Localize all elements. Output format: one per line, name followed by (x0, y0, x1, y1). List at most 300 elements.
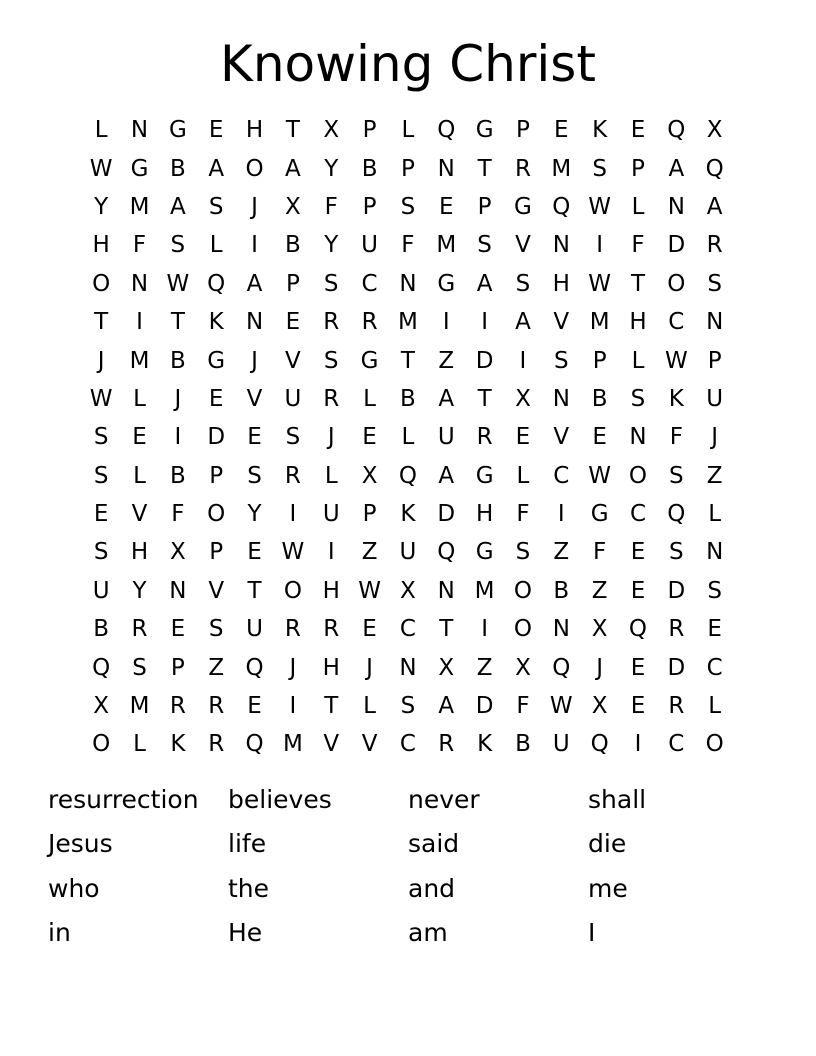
grid-letter: N (552, 616, 570, 643)
grid-row (82, 380, 734, 418)
grid-letter: U (437, 424, 455, 451)
grid-letter: J (174, 385, 182, 412)
grid-letter: B (169, 462, 186, 489)
grid-letter: S (553, 347, 569, 374)
grid-letter: Q (437, 539, 456, 566)
grid-letter: J (251, 347, 258, 374)
grid-letter: S (208, 193, 224, 220)
grid-letter: B (553, 577, 570, 604)
grid-letter: N (169, 577, 187, 604)
word-list-item: life (228, 829, 267, 859)
grid-letter: Q (207, 270, 226, 297)
grid-letter: J (596, 654, 604, 681)
grid-row (82, 610, 734, 648)
grid-letter: A (285, 155, 301, 182)
grid-letter: L (708, 501, 722, 528)
grid-letter: Z (706, 462, 723, 489)
grid-row (82, 687, 734, 725)
word-list-item: never (408, 785, 480, 815)
grid-letter: R (323, 385, 340, 412)
grid-letter: B (169, 155, 186, 182)
grid-letter: E (630, 117, 646, 144)
grid-letter: D (207, 424, 226, 451)
grid-letter: I (596, 232, 604, 259)
grid-letter: F (593, 539, 607, 566)
grid-letter: S (93, 424, 109, 451)
grid-letter: S (285, 424, 301, 451)
grid-letter: G (207, 347, 226, 374)
grid-letter: J (289, 654, 297, 681)
grid-letter: N (667, 193, 685, 220)
grid-letter: L (631, 193, 645, 220)
grid-row (82, 533, 734, 571)
grid-letter: U (361, 232, 378, 259)
grid-letter: C (668, 731, 685, 758)
grid-letter: F (516, 501, 530, 528)
grid-letter: Q (628, 616, 648, 643)
grid-letter: A (706, 193, 723, 220)
grid-letter: J (97, 347, 105, 374)
grid-letter: X (93, 693, 110, 720)
grid-letter: B (361, 155, 378, 182)
grid-letter: W (281, 539, 305, 566)
grid-letter: M (282, 731, 303, 758)
grid-letter: P (477, 193, 492, 220)
grid-letter: S (592, 155, 607, 182)
grid-row (82, 418, 734, 456)
grid-letter: J (711, 424, 719, 451)
grid-letter: G (168, 117, 187, 144)
grid-letter: T (477, 155, 492, 182)
grid-letter: E (247, 539, 262, 566)
grid-letter: P (209, 462, 224, 489)
grid-letter: X (515, 385, 531, 412)
grid-letter: V (361, 731, 378, 758)
grid-letter: K (592, 117, 608, 144)
grid-letter: U (706, 385, 724, 412)
grid-letter: I (289, 693, 297, 720)
grid-letter: O (513, 577, 532, 604)
grid-letter: Q (667, 117, 686, 144)
grid-letter: N (130, 117, 149, 144)
grid-letter: R (668, 616, 685, 643)
grid-letter: W (89, 385, 113, 412)
grid-letter: W (588, 193, 612, 220)
grid-letter: Y (324, 232, 339, 259)
grid-letter: D (475, 347, 494, 374)
grid-row (82, 149, 734, 187)
grid-letter: V (208, 577, 225, 604)
grid-letter: A (169, 193, 186, 220)
grid-letter: D (667, 577, 686, 604)
grid-letter: Q (552, 654, 571, 681)
grid-letter: Y (247, 501, 262, 528)
grid-letter: F (132, 232, 147, 259)
grid-letter: A (515, 309, 531, 336)
grid-letter: E (630, 577, 646, 604)
grid-letter: E (554, 117, 569, 144)
grid-letter: C (399, 731, 416, 758)
word-list-item: shall (588, 785, 647, 815)
grid-letter: O (207, 501, 226, 528)
grid-letter: G (590, 501, 609, 528)
grid-row (82, 572, 734, 610)
grid-letter: K (170, 731, 186, 758)
grid-letter: L (133, 385, 146, 412)
grid-letter: E (285, 309, 301, 336)
grid-letter: O (283, 577, 302, 604)
grid-letter: R (323, 616, 340, 643)
grid-letter: O (667, 270, 686, 297)
grid-letter: G (514, 193, 532, 220)
grid-letter: R (169, 693, 186, 720)
grid-letter: I (481, 309, 488, 336)
grid-letter: M (129, 347, 150, 374)
grid-letter: S (400, 693, 416, 720)
grid-letter: M (436, 232, 457, 259)
word-list (48, 778, 768, 955)
grid-letter: I (442, 309, 450, 336)
grid-letter: E (208, 117, 224, 144)
grid-letter: P (592, 347, 607, 374)
grid-letter: J (251, 193, 258, 220)
grid-letter: Z (361, 539, 378, 566)
grid-letter: C (553, 462, 570, 489)
grid-letter: Q (552, 193, 571, 220)
grid-letter: P (516, 117, 530, 144)
grid-letter: L (363, 693, 376, 720)
grid-letter: N (130, 270, 149, 297)
grid-letter: V (323, 731, 340, 758)
letter-grid (82, 111, 734, 764)
grid-letter: D (667, 232, 686, 259)
grid-letter: W (664, 347, 688, 374)
grid-letter: X (169, 539, 186, 566)
word-list-item: am (408, 918, 448, 948)
grid-letter: F (669, 424, 683, 451)
grid-letter: M (589, 309, 610, 336)
grid-letter: F (324, 193, 338, 220)
grid-letter: U (399, 539, 417, 566)
grid-letter: K (668, 385, 684, 412)
grid-letter: S (323, 347, 339, 374)
grid-letter: L (708, 693, 722, 720)
grid-letter: E (362, 424, 377, 451)
grid-letter: E (630, 654, 646, 681)
grid-letter: R (668, 693, 685, 720)
grid-letter: M (474, 577, 495, 604)
word-list-item: and (408, 873, 456, 903)
grid-letter: E (132, 424, 147, 451)
grid-letter: B (93, 616, 110, 643)
grid-letter: P (400, 155, 415, 182)
grid-letter: H (552, 270, 570, 297)
grid-letter: T (285, 117, 300, 144)
grid-letter: T (400, 347, 415, 374)
grid-letter: H (322, 654, 340, 681)
word-list-item: resurrection (48, 785, 199, 815)
grid-letter: L (133, 462, 146, 489)
grid-letter: S (132, 654, 147, 681)
word-list-item: die (588, 829, 627, 859)
grid-letter: M (397, 309, 418, 336)
grid-letter: O (705, 731, 724, 758)
grid-letter: T (630, 270, 646, 297)
grid-letter: V (515, 232, 531, 259)
grid-row (82, 226, 734, 264)
grid-letter: W (588, 462, 612, 489)
grid-letter: K (477, 731, 493, 758)
grid-letter: V (553, 309, 570, 336)
grid-letter: E (247, 424, 262, 451)
grid-letter: O (92, 270, 111, 297)
grid-letter: S (707, 270, 722, 297)
grid-letter: C (399, 616, 416, 643)
grid-letter: D (437, 501, 456, 528)
grid-letter: Q (437, 117, 456, 144)
grid-letter: H (245, 117, 264, 144)
grid-letter: O (92, 731, 111, 758)
grid-letter: R (706, 232, 723, 259)
grid-letter: L (401, 117, 415, 144)
grid-row (82, 341, 734, 379)
grid-letter: U (246, 616, 263, 643)
grid-letter: O (245, 155, 264, 182)
grid-letter: N (706, 309, 724, 336)
grid-letter: A (246, 270, 263, 297)
grid-letter: C (706, 654, 723, 681)
grid-letter: Q (590, 731, 609, 758)
grid-letter: P (209, 539, 224, 566)
grid-letter: E (93, 501, 109, 528)
grid-letter: P (362, 117, 377, 144)
grid-letter: T (324, 693, 339, 720)
word-list-row (48, 822, 768, 866)
grid-row (82, 648, 734, 686)
grid-letter: T (94, 309, 109, 336)
grid-letter: M (551, 155, 572, 182)
grid-row (82, 725, 734, 763)
grid-letter: S (323, 270, 339, 297)
grid-row (82, 495, 734, 533)
grid-letter: Q (245, 654, 264, 681)
grid-letter: B (400, 385, 416, 412)
grid-letter: L (133, 731, 146, 758)
grid-letter: X (706, 117, 723, 144)
grid-letter: F (171, 501, 185, 528)
grid-letter: U (284, 385, 302, 412)
grid-letter: X (361, 462, 378, 489)
grid-letter: U (92, 577, 110, 604)
grid-letter: F (631, 232, 645, 259)
grid-letter: N (629, 424, 647, 451)
grid-row (82, 188, 734, 226)
grid-letter: M (129, 193, 150, 220)
grid-letter: M (129, 693, 150, 720)
grid-letter: H (130, 539, 149, 566)
grid-letter: D (667, 654, 686, 681)
grid-letter: X (591, 616, 608, 643)
grid-letter: I (251, 232, 258, 259)
grid-letter: N (437, 155, 455, 182)
grid-letter: R (208, 731, 225, 758)
grid-letter: B (591, 385, 608, 412)
grid-letter: S (515, 539, 531, 566)
word-list-item: I (588, 918, 596, 948)
grid-letter: X (323, 117, 340, 144)
grid-letter: S (477, 232, 492, 259)
word-list-item: Jesus (48, 829, 113, 859)
grid-letter: H (322, 577, 340, 604)
grid-letter: F (516, 693, 530, 720)
grid-letter: N (399, 654, 417, 681)
grid-letter: E (592, 424, 607, 451)
grid-row (82, 303, 734, 341)
grid-letter: I (136, 309, 143, 336)
grid-letter: A (476, 270, 493, 297)
grid-letter: X (515, 654, 531, 681)
grid-letter: E (515, 424, 531, 451)
grid-letter: H (92, 232, 110, 259)
grid-letter: E (630, 693, 646, 720)
grid-letter: X (285, 193, 301, 220)
word-list-item: who (48, 873, 100, 903)
grid-letter: S (170, 232, 186, 259)
grid-letter: R (514, 155, 531, 182)
grid-letter: G (475, 117, 494, 144)
grid-letter: G (475, 539, 494, 566)
grid-letter: T (247, 577, 262, 604)
grid-letter: H (475, 501, 494, 528)
grid-letter: C (629, 501, 647, 528)
grid-letter: I (519, 347, 527, 374)
grid-letter: Q (705, 155, 724, 182)
grid-letter: C (361, 270, 378, 297)
grid-letter: X (400, 577, 416, 604)
grid-letter: I (557, 501, 565, 528)
grid-letter: S (669, 462, 684, 489)
grid-letter: S (247, 462, 262, 489)
grid-letter: R (284, 462, 301, 489)
grid-letter: T (439, 616, 454, 643)
grid-letter: I (481, 616, 488, 643)
grid-letter: P (362, 501, 377, 528)
grid-letter: R (208, 693, 225, 720)
grid-letter: R (284, 616, 301, 643)
grid-letter: R (131, 616, 148, 643)
grid-letter: B (515, 731, 531, 758)
grid-letter: T (170, 309, 185, 336)
grid-letter: B (169, 347, 186, 374)
grid-letter: Q (92, 654, 111, 681)
grid-letter: R (476, 424, 493, 451)
grid-letter: Z (438, 347, 455, 374)
grid-letter: N (552, 232, 570, 259)
grid-letter: E (247, 693, 262, 720)
grid-letter: K (400, 501, 416, 528)
grid-letter: S (669, 539, 684, 566)
grid-letter: L (631, 347, 645, 374)
grid-letter: I (289, 501, 297, 528)
word-list-item: believes (228, 785, 332, 815)
grid-letter: N (437, 577, 455, 604)
grid-row (82, 111, 734, 149)
grid-letter: S (93, 462, 109, 489)
grid-letter: I (634, 731, 642, 758)
grid-letter: L (94, 117, 108, 144)
grid-letter: P (707, 347, 722, 374)
grid-letter: Z (476, 654, 493, 681)
grid-row (82, 265, 734, 303)
word-list-item: in (48, 918, 71, 948)
word-list-row (48, 911, 768, 955)
grid-letter: X (591, 693, 608, 720)
grid-letter: L (209, 232, 223, 259)
grid-letter: N (706, 539, 724, 566)
grid-letter: N (245, 309, 264, 336)
grid-letter: E (170, 616, 186, 643)
grid-letter: A (438, 462, 455, 489)
grid-letter: X (438, 654, 455, 681)
grid-letter: H (629, 309, 647, 336)
word-list-row (48, 867, 768, 911)
grid-letter: V (285, 347, 301, 374)
grid-letter: W (166, 270, 190, 297)
grid-letter: S (707, 577, 722, 604)
grid-letter: O (513, 616, 532, 643)
grid-letter: S (515, 270, 531, 297)
grid-letter: L (401, 424, 415, 451)
grid-letter: G (475, 462, 494, 489)
grid-letter: Q (245, 731, 264, 758)
grid-letter: E (362, 616, 377, 643)
word-list-item: He (228, 918, 263, 948)
grid-letter: O (628, 462, 648, 489)
grid-letter: J (327, 424, 335, 451)
grid-letter: V (131, 501, 148, 528)
grid-letter: Z (591, 577, 608, 604)
grid-letter: R (438, 731, 455, 758)
grid-letter: P (631, 155, 645, 182)
grid-letter: Y (132, 577, 147, 604)
grid-letter: R (323, 309, 340, 336)
grid-letter: R (361, 309, 378, 336)
grid-letter: I (174, 424, 182, 451)
grid-letter: W (549, 693, 573, 720)
grid-letter: G (130, 155, 149, 182)
grid-letter: F (401, 232, 415, 259)
grid-letter: D (475, 693, 494, 720)
grid-letter: S (208, 616, 224, 643)
grid-letter: A (438, 693, 455, 720)
grid-letter: V (553, 424, 570, 451)
grid-letter: Q (398, 462, 417, 489)
grid-letter: E (707, 616, 722, 643)
grid-letter: Y (324, 155, 339, 182)
grid-letter: V (246, 385, 263, 412)
grid-letter: Z (208, 654, 225, 681)
grid-letter: N (552, 385, 570, 412)
grid-letter: S (630, 385, 646, 412)
word-list-item: me (588, 873, 628, 903)
grid-letter: E (630, 539, 646, 566)
grid-letter: A (438, 385, 455, 412)
word-list-row (48, 778, 768, 822)
grid-letter: L (516, 462, 530, 489)
page-title: Knowing Christ (220, 35, 596, 93)
grid-letter: A (668, 155, 685, 182)
grid-letter: P (362, 193, 377, 220)
